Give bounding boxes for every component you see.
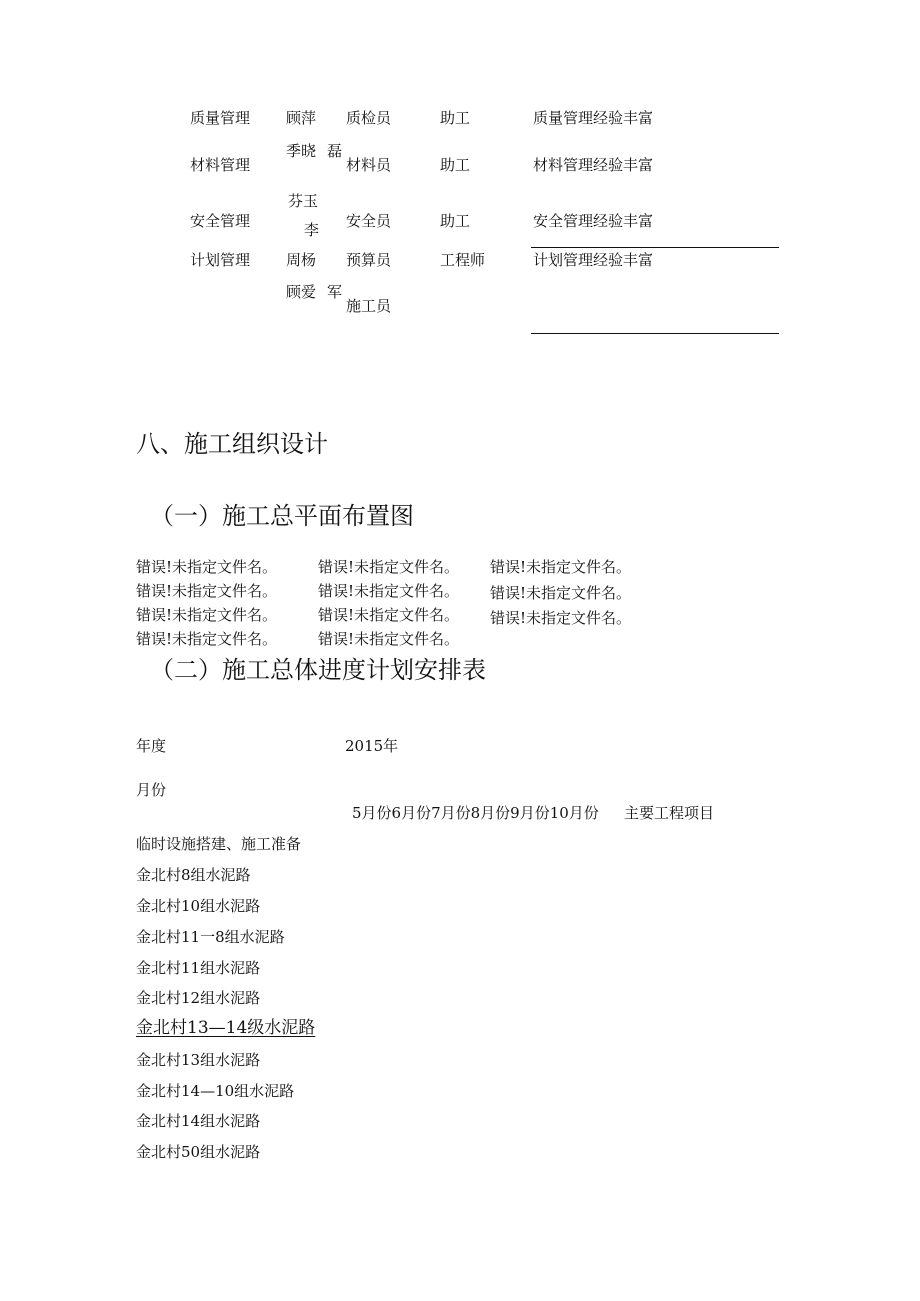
year-label: 年度 <box>136 737 167 755</box>
missing-image-text: 错误!未指定文件名。 <box>490 609 632 627</box>
year-value: 2015年 <box>345 737 399 755</box>
missing-image-text: 错误!未指定文件名。 <box>318 582 460 600</box>
schedule-item: 金北村8组水泥路 <box>136 866 251 884</box>
schedule-item: 金北村13—14级水泥路 <box>136 1018 316 1038</box>
missing-image-text: 错误!未指定文件名。 <box>136 630 278 648</box>
schedule-item: 金北村10组水泥路 <box>136 897 261 915</box>
staff-remark: 计划管理经验丰富 <box>533 251 654 269</box>
month-columns: 5月份6月份7月份8月份9月份10月份 <box>352 804 599 822</box>
staff-name-part: 季晓 <box>286 142 317 160</box>
missing-image-text: 错误!未指定文件名。 <box>490 558 632 576</box>
staff-name-part: 顾爱 <box>286 283 317 301</box>
staff-remark: 安全管理经验丰富 <box>533 212 654 230</box>
staff-position: 安全员 <box>346 212 392 230</box>
staff-name: 周杨 <box>286 251 317 269</box>
main-items-label: 主要工程项目 <box>624 804 715 822</box>
missing-image-text: 错误!未指定文件名。 <box>318 558 460 576</box>
table-rule <box>531 333 779 334</box>
staff-title: 助工 <box>440 109 471 127</box>
staff-position: 施工员 <box>346 297 392 315</box>
schedule-item: 金北村13组水泥路 <box>136 1051 261 1069</box>
missing-image-text: 错误!未指定文件名。 <box>318 606 460 624</box>
missing-image-text: 错误!未指定文件名。 <box>136 606 278 624</box>
schedule-item: 临时设施搭建、施工准备 <box>136 835 302 853</box>
staff-name-part: 军 <box>327 283 343 301</box>
staff-role: 材料管理 <box>190 156 251 174</box>
month-label: 月份 <box>136 781 167 799</box>
staff-name-part: 李 <box>304 221 320 239</box>
missing-image-text: 错误!未指定文件名。 <box>318 630 460 648</box>
staff-role: 安全管理 <box>190 212 251 230</box>
schedule-item: 金北村11一8组水泥路 <box>136 928 285 946</box>
staff-position: 材料员 <box>346 156 392 174</box>
staff-position: 预算员 <box>346 251 392 269</box>
missing-image-text: 错误!未指定文件名。 <box>136 582 278 600</box>
missing-image-text: 错误!未指定文件名。 <box>490 584 632 602</box>
section-heading: 八、施工组织设计 <box>136 430 328 458</box>
staff-role: 质量管理 <box>190 109 251 127</box>
staff-position: 质检员 <box>346 109 392 127</box>
table-rule <box>531 247 779 248</box>
staff-role: 计划管理 <box>190 251 251 269</box>
subsection-heading: （二）施工总体进度计划安排表 <box>150 656 486 684</box>
staff-title: 助工 <box>440 212 471 230</box>
staff-name-part: 芬玉 <box>288 192 319 210</box>
staff-name: 顾萍 <box>286 109 317 127</box>
schedule-item: 金北村12组水泥路 <box>136 989 261 1007</box>
staff-name-part: 磊 <box>327 142 343 160</box>
schedule-item: 金北村14—10组水泥路 <box>136 1082 295 1100</box>
staff-title: 工程师 <box>440 251 486 269</box>
subsection-heading: （一）施工总平面布置图 <box>150 502 414 530</box>
missing-image-text: 错误!未指定文件名。 <box>136 558 278 576</box>
staff-title: 助工 <box>440 156 471 174</box>
staff-remark: 材料管理经验丰富 <box>533 156 654 174</box>
schedule-item: 金北村11组水泥路 <box>136 959 261 977</box>
schedule-item: 金北村14组水泥路 <box>136 1112 261 1130</box>
schedule-item: 金北村50组水泥路 <box>136 1143 261 1161</box>
staff-remark: 质量管理经验丰富 <box>533 109 654 127</box>
